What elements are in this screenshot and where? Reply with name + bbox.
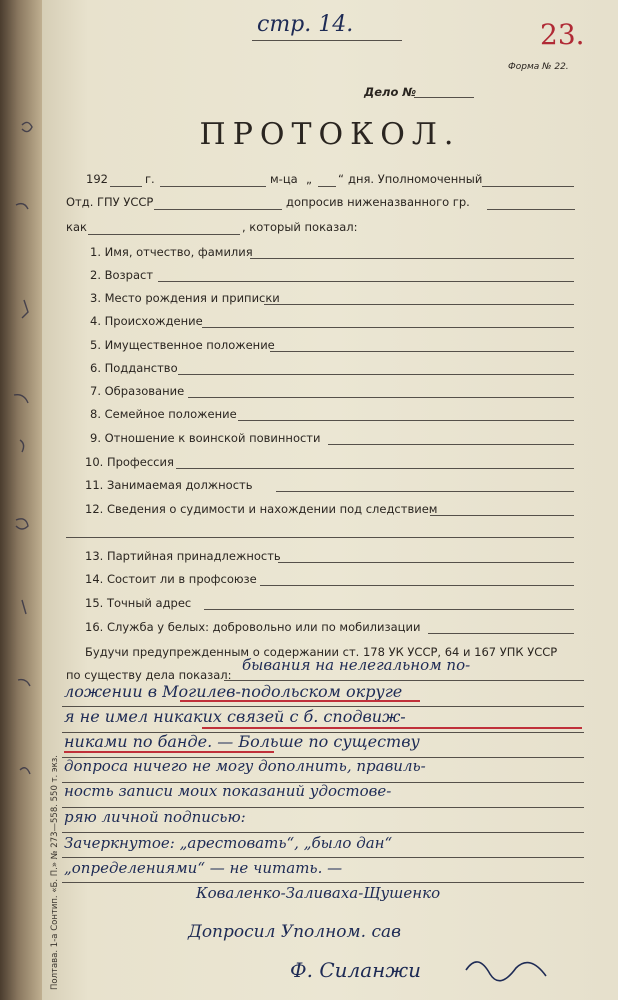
on-merits-label: по существу дела показал: [66,668,232,682]
legal-warning: Будучи предупрежденным о содержании ст. 178 УК УССР, 64 и 167 УПК УССР [85,645,558,659]
item-14-field[interactable] [260,585,574,586]
item-15: 15. Точный адрес [85,596,192,610]
who-said-label: , который показал: [242,220,358,234]
testimony-line-4: никами по банде. — Больше по существу [64,732,420,751]
as-label: как [66,220,87,234]
red-underline-1 [180,700,420,702]
item-4-field[interactable] [202,327,574,328]
item-8: 8. Семейное положение [90,407,237,421]
item-7-field[interactable] [188,397,574,398]
red-underline-3 [64,751,274,753]
item-15-field[interactable] [204,609,574,610]
printer-imprint: Полтава. 1-а Сонтип. «Б. П.» № 273—558. 550 т. экз. [50,755,60,990]
authorized-field[interactable] [482,186,574,187]
item-10: 10. Профессия [85,455,174,469]
item-5-field[interactable] [270,351,574,352]
archive-number: 23. [540,18,585,51]
status-field[interactable] [88,234,240,235]
day-quote-open: „ [306,172,312,186]
item-5: 5. Имущественное положение [90,338,275,352]
item-12-field-continued[interactable] [66,537,574,538]
margin-handwriting-marks [2,0,42,1000]
page-reference: стр. 14. [257,12,354,37]
item-6: 6. Подданство [90,361,178,375]
testimony-line-7: ряю личной подписью: [64,808,246,826]
testimony-line-8: Зачеркнутое: „арестовать“, „было дан“ [64,834,393,852]
item-13-field[interactable] [278,562,574,563]
item-16-field[interactable] [428,633,574,634]
interrogator-signature: Ф. Силанжи [290,958,421,982]
item-11: 11. Занимаемая должность [85,478,253,492]
red-underline-2 [202,727,582,729]
item-10-field[interactable] [176,468,574,469]
item-6-field[interactable] [178,374,574,375]
item-14: 14. Состоит ли в профсоюзе [85,572,257,586]
testimony-line-1: бывания на нелегальном по- [242,656,471,674]
item-16: 16. Служба у белых: добровольно или по мобилизации [85,620,421,634]
testimony-line-3: я не имел никаких связей с б. сподвиж- [64,707,406,726]
month-label: м-ца [270,172,298,186]
year-field[interactable] [110,186,142,187]
item-1-field[interactable] [250,258,574,259]
item-11-field[interactable] [276,491,574,492]
item-12: 12. Сведения о судимости и нахождении под следствием [85,502,438,516]
item-9: 9. Отношение к воинской повинности [90,431,321,445]
item-3: 3. Место рождения и приписки [90,291,280,305]
item-1: 1. Имя, отчество, фамилия [90,245,253,259]
item-4: 4. Происхождение [90,314,203,328]
item-8-field[interactable] [238,420,574,421]
witness-signature: Коваленко-Заливаха-Щушенко [196,884,441,902]
authorized-label: дня. Уполномоченный [348,172,483,186]
item-2: 2. Возраст [90,268,154,282]
year-suffix: г. [145,172,155,186]
interrogator-line: Допросил Уполном. сав [188,922,401,942]
month-field[interactable] [160,186,266,187]
item-13: 13. Партийная принадлежность [85,549,281,563]
form-label: Форма № 22. [508,62,569,72]
item-9-field[interactable] [328,444,574,445]
signature-flourish [462,950,562,990]
item-3-field[interactable] [264,304,574,305]
testimony-line-5: допроса ничего не могу дополнить, правиль- [64,757,426,775]
interrogated-label: допросив ниженазванного гр. [286,195,470,209]
department-label: Отд. ГПУ УССР [66,195,154,209]
year-label: 192 [86,172,108,186]
item-12-field[interactable] [430,515,574,516]
testimony-line-2: ложении в Могилев-подольском округе [64,682,403,701]
testimony-line-6: ность записи моих показаний удостове- [64,782,392,800]
testimony-line-9: „определениями“ — не читать. — [64,859,343,877]
item-7: 7. Образование [90,384,185,398]
day-field[interactable] [318,186,336,187]
case-number-field[interactable] [414,97,474,98]
citizen-field[interactable] [487,209,575,210]
page-title: ПРОТОКОЛ. [199,117,461,152]
case-number-label: Дело № [364,85,417,99]
day-quote-close: “ [338,172,344,186]
item-2-field[interactable] [158,281,574,282]
protocol-form-sheet [42,0,618,1000]
department-field[interactable] [154,209,282,210]
